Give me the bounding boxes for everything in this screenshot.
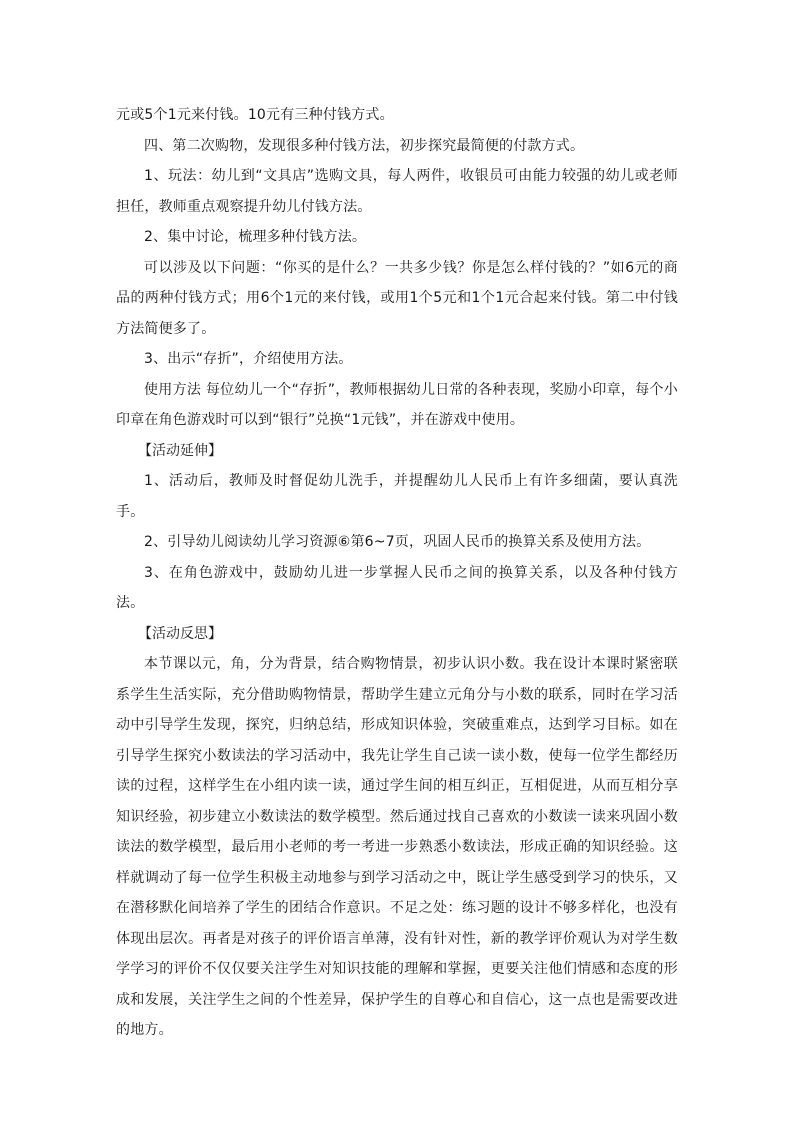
paragraph: 元或5个1元来付钱。10元有三种付钱方式。	[116, 107, 394, 123]
paragraph: 1、玩法：幼儿到“文具店”选购文具，每人两件，收银员可由能力较强的幼儿或老师担任，教师重点观察提升幼儿付钱方法。	[116, 168, 678, 215]
paragraph: 1、活动后，教师及时督促幼儿洗手，并提醒幼儿人民币上有许多细菌，要认真洗手。	[116, 473, 678, 520]
paragraph: 四、第二次购物，发现很多种付钱方法，初步探究最简便的付款方式。	[144, 137, 585, 154]
section-heading-reflection: 【活动反思】	[138, 625, 222, 642]
paragraph: 2、引导幼儿阅读幼儿学习资源⑥第6~7页，巩固人民币的换算关系及使用方法。	[144, 534, 651, 550]
document-page	[116, 100, 678, 1046]
paragraph: 3、在角色游戏中，鼓励幼儿进一步掌握人民币之间的换算关系，以及各种付钱方法。	[116, 564, 678, 611]
paragraph: 使用方法 每位幼儿一个“存折”，教师根据幼儿日常的各种表现，奖励小印章，每个小印章在角色游戏时可以到“银行”兑换“1元钱”，并在游戏中使用。	[116, 381, 678, 428]
paragraph: 3、出示“存折”，介绍使用方法。	[144, 351, 353, 367]
paragraph: 本节课以元，角，分为背景，结合购物情景，初步认识小数。我在设计本课时紧密联系学生生活实际，充分借助购物情景，帮助学生建立元角分与小数的联系，同时在学习活动中引导学生发现，探究，归纳总结，形成知识体验，突破重难点，达到学习目标。如在引导学生探究小数读法的学习活动中，我先让学生自己读一读小数，使每一位学生都经历读的过程，这样学生在小组内读一读，通过学生间的相互纠正，互相促进，从而互相分享知识经验，初步建立小数读法的数学模型。然后通过找自己喜欢的小数读一读来巩固小数读法的数学模型，最后用小老师的考一考进一步熟悉小数读法，形成正确的知识经验。这样就调动了每一位学生积极主动地参与到学习活动之中，既让学生感受到学习的快乐，又在潜移默化间培养了学生的团结合作意识。不足之处：练习题的设计不够多样化，也没有体现出层次。再者是对孩子的评价语言单薄，没有针对性，新的教学评价观认为对学生数学学习的评价不仅仅要关注学生对知识技能的理解和掌握，更要关注他们情感和态度的形成和发展，关注学生之间的个性差异，保护学生的自尊心和自信心，这一点也是需要改进的地方。	[116, 656, 678, 1038]
paragraph: 2、集中讨论，梳理多种付钱方法。	[144, 229, 367, 245]
paragraph: 可以涉及以下问题：“你买的是什么？一共多少钱？你是怎么样付钱的？”如6元的商品的两种付钱方式；用6个1元的来付钱，或用1个5元和1个1元合起来付钱。第二中付钱方法简便多了。	[116, 259, 678, 337]
section-heading-extension: 【活动延伸】	[138, 442, 222, 459]
